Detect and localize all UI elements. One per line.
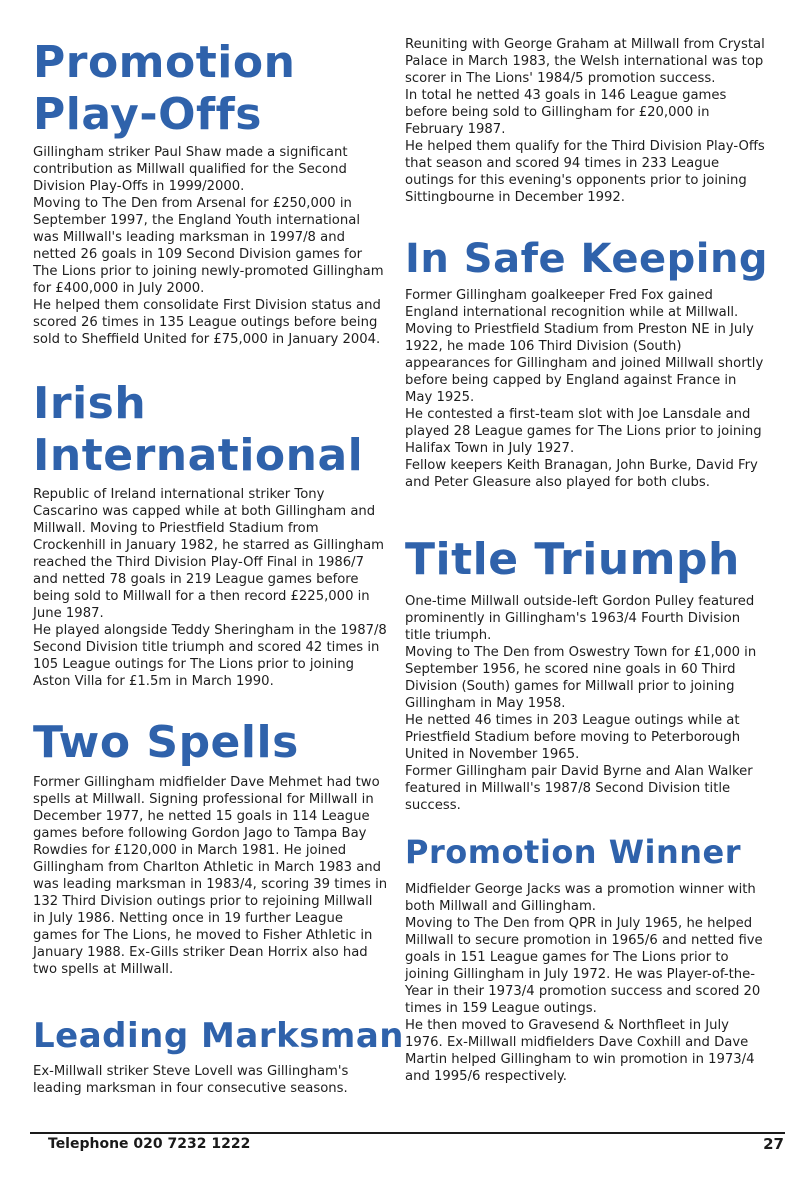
paragraph: In total he netted 43 goals in 146 League games before being sold to Gillingham for £20,000 in February 1987. [405,88,727,137]
leading-marksman-heading: Leading Marksman [33,1016,405,1056]
promotion-playoffs-heading [33,37,295,141]
footer-telephone: Telephone 020 7232 1222 [48,1136,251,1152]
paragraph: One-time Millwall outside-left Gordon Pulley featured prominently in Gillingham's 1963/4 Fourth Division title triumph. [405,594,755,643]
footer-divider [30,1132,785,1134]
paragraph: Midfielder George Jacks was a promotion winner with both Millwall and Gillingham. [405,882,756,914]
irish-international-heading [33,378,363,482]
in-safe-keeping-body [405,287,765,491]
paragraph: Ex-Millwall striker Steve Lovell was Gillingham's leading marksman in four consecutive seasons. [33,1064,349,1096]
heading-line: International [33,430,364,481]
paragraph: He played alongside Teddy Sheringham in the 1987/8 Second Division title triumph and scored 42 times in 105 League outings for The Lions prior to joining Aston Villa for £1.5m in March 1990. [33,623,387,689]
continuation-body [405,36,765,206]
title-triumph-heading: Title Triumph [405,534,740,585]
paragraph: Former Gillingham goalkeeper Fred Fox gained England international recognition while at Millwall. [405,288,739,320]
promotion-playoffs-body [33,144,388,348]
irish-international-body [33,486,388,690]
leading-marksman-body [33,1063,388,1097]
paragraph: Moving to The Den from Oswestry Town for £1,000 in September 1956, he scored nine goals in 60 Third Division (South) games for Millwall prior to joining Gillingham in May 1958. [405,645,757,711]
paragraph: Moving to The Den from QPR in July 1965, he helped Millwall to secure promotion in 1965/6 and netted five goals in 151 League games for The Lions prior to joining Gillingham in July 1972. He was Player-of-the-Year in their 1973/4 promotion success and scored 20 times in 159 League outings. [405,916,763,1016]
heading-line: Play-Offs [33,89,262,140]
paragraph: Former Gillingham pair David Byrne and Alan Walker featured in Millwall's 1987/8 Second Division title success. [405,764,753,813]
heading-line: Irish [33,378,147,429]
two-spells-body [33,774,388,978]
paragraph: Reuniting with George Graham at Millwall from Crystal Palace in March 1983, the Welsh international was top scorer in The Lions' 1984/5 promotion success. [405,37,765,86]
paragraph: He contested a first-team slot with Joe Lansdale and played 28 League games for The Lions prior to joining Halifax Town in July 1927. [405,407,762,456]
promotion-winner-heading: Promotion Winner [405,833,742,871]
paragraph: Moving to The Den from Arsenal for £250,000 in September 1997, the England Youth international was Millwall's leading marksman in 1997/8 and netted 26 goals in 109 Second Division games for The Lions prior to joining newly-promoted Gillingham for £400,000 in July 2000. [33,196,384,296]
paragraph: Gillingham striker Paul Shaw made a significant contribution as Millwall qualified for the Second Division Play-Offs in 1999/2000. [33,145,348,194]
heading-line: Promotion [33,37,296,88]
paragraph: Republic of Ireland international striker Tony Cascarino was capped while at both Gillingham and Millwall. Moving to Priestfield Stadium from Crockenhill in January 1982, he starred as Gillingham reached the Third Division Play-Off Final in 1986/7 and netted 78 goals in 219 League games before being sold to Millwall for a then record £225,000 in June 1987. [33,487,385,621]
paragraph: He helped them consolidate First Division status and scored 26 times in 135 League outings before being sold to Sheffield United for £75,000 in January 2004. [33,298,381,347]
title-triumph-body [405,593,765,814]
paragraph: Former Gillingham midfielder Dave Mehmet had two spells at Millwall. Signing professional for Millwall in December 1977, he netted 15 goals in 114 League games before following Gordon Jago to Tampa Bay Rowdies for £120,000 in March 1981. He joined Gillingham from Charlton Athletic in March 1983 and was leading marksman in 1983/4, scoring 39 times in 132 Third Division outings prior to rejoining Millwall in July 1986. Netting once in 19 further League games for The Lions, he moved to Fisher Athletic in January 1988. Ex-Gills striker Dean Horrix also had two spells at Millwall. [33,775,388,977]
two-spells-heading: Two Spells [33,717,299,768]
paragraph: Moving to Priestfield Stadium from Preston NE in July 1922, he made 106 Third Division (South) appearances for Gillingham and joined Millwall shortly before being capped by England against France in May 1925. [405,322,764,405]
paragraph: He then moved to Gravesend & Northfleet in July 1976. Ex-Millwall midfielders Dave Coxhill and Dave Martin helped Gillingham to win promotion in 1973/4 and 1995/6 respectively. [405,1018,755,1084]
page-number: 27 [763,1135,784,1153]
paragraph: He netted 46 times in 203 League outings while at Priestfield Stadium before moving to Peterborough United in November 1965. [405,713,741,762]
promotion-winner-body [405,881,765,1085]
in-safe-keeping-heading: In Safe Keeping [405,236,769,282]
paragraph: He helped them qualify for the Third Division Play-Offs that season and scored 94 times in 233 League outings for this evening's opponents prior to joining Sittingbourne in December 1992. [405,139,765,205]
paragraph: Fellow keepers Keith Branagan, John Burke, David Fry and Peter Gleasure also played for both clubs. [405,458,758,490]
